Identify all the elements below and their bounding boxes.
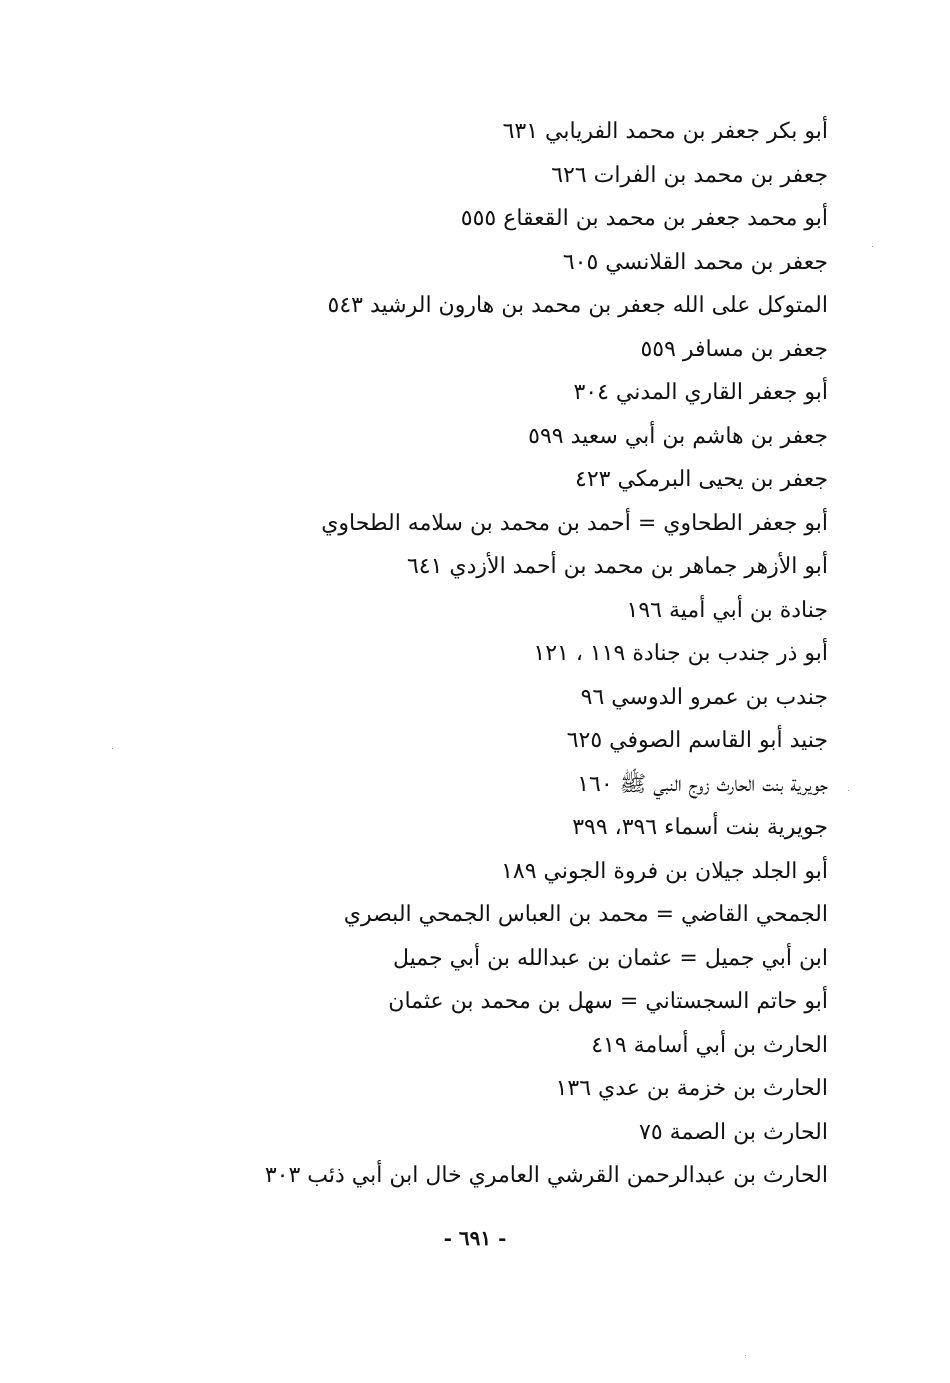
index-entry: أبو الأزهر جماهر بن محمد بن أحمد الأزدي ٦٤١: [406, 554, 828, 579]
scan-speck: [112, 748, 113, 749]
index-entry: جندب بن عمرو الدوسي ٩٦: [580, 684, 828, 710]
index-entry: أبو بكر جعفر بن محمد الفريابي ٦٣١: [502, 119, 828, 144]
index-entry: جنيد أبو القاسم الصوفي ٦٢٥: [566, 728, 828, 753]
name-index-list: [228, 110, 828, 1198]
index-entry: الحارث بن الصمة ٧٥: [639, 1119, 828, 1145]
scan-speck: [745, 1355, 746, 1356]
index-entry: الحارث بن أبي أسامة ٤١٩: [591, 1032, 828, 1058]
index-entry: أبو جعفر الطحاوي = أحمد بن محمد بن سلامه الطحاوي: [321, 510, 828, 536]
page-number: - ٦٩١ -: [443, 1226, 507, 1250]
scan-speck: [848, 790, 849, 791]
scan-speck: [872, 246, 873, 247]
index-entry: جعفر بن محمد بن الفرات ٦٢٦: [551, 162, 828, 188]
index-entry: أبو ذر جندب بن جنادة ١١٩ ، ١٢١: [533, 641, 828, 666]
index-entry: أبو حاتم السجستاني = سهل بن محمد بن عثمان: [388, 989, 828, 1014]
index-entry: جعفر بن يحيى البرمكي ٤٢٣: [575, 467, 828, 492]
index-entry: الحارث بن عبدالرحمن القرشي العامري خال ابن أبي ذئب ٣٠٣: [264, 1163, 828, 1188]
index-entry: أبو جعفر القاري المدني ٣٠٤: [573, 380, 828, 405]
index-entry: الحارث بن خزمة بن عدي ١٣٦: [555, 1076, 828, 1101]
index-entry: جويرية بنت الحارث زوج النبي ﷺ ١٦٠: [577, 771, 828, 797]
index-entry: الجمحي القاضي = محمد بن العباس الجمحي البصري: [343, 902, 828, 927]
index-entry: ابن أبي جميل = عثمان بن عبدالله بن أبي جميل: [392, 945, 828, 971]
index-entry: جعفر بن هاشم بن أبي سعيد ٥٩٩: [528, 423, 828, 449]
index-entry: جعفر بن محمد القلانسي ٦٠٥: [562, 249, 828, 275]
index-entry: أبو الجلد جيلان بن فروة الجوني ١٨٩: [501, 858, 828, 884]
index-entry: المتوكل على الله جعفر بن محمد بن هارون الرشيد ٥٤٣: [327, 293, 828, 318]
index-entry: جويرية بنت أسماء ٣٩٦، ٣٩٩: [572, 815, 828, 840]
index-entry: جنادة بن أبي أمية ١٩٦: [626, 597, 828, 623]
index-entry: جعفر بن مسافر ٥٥٩: [640, 336, 828, 362]
index-entry: أبو محمد جعفر بن محمد بن القعقاع ٥٥٥: [460, 206, 828, 231]
